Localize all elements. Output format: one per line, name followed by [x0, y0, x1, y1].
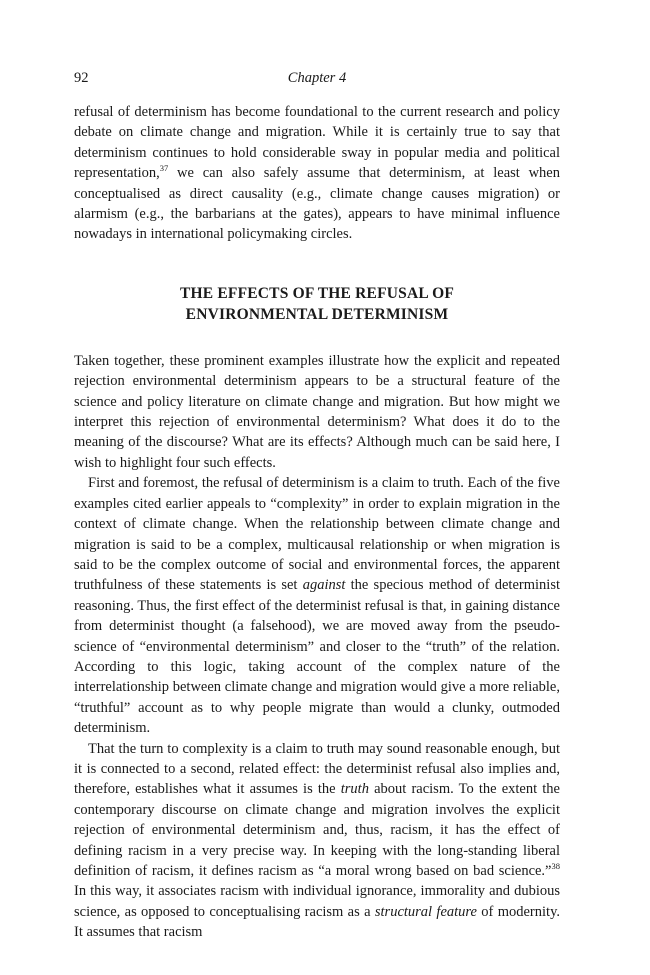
paragraph-first-effect — [74, 473, 560, 738]
page-number: 92 — [74, 70, 89, 86]
emphasis-text: against — [302, 577, 346, 594]
paragraph-text: refusal of determinism has become foundational to the current research and policy debate on climate change and migration. While it is certainly true to say that determinism continues to hold considerable sway in popular media and political representation, — [74, 104, 560, 182]
paragraph-text: the specious method of determinist reasoning. Thus, the first effect of the determinist refusal is that, in gaining distance from determinist thought (a falsehood), we are moved away from the pseudo-science of “environmental determinism” and closer to the “truth” of the relation. According to this logic, taking account of the complex nature of the interrelationship between climate change and migration would give a more reliable, “truthful” account as to why people migrate than would a clunky, outmoded determinism. — [74, 577, 560, 737]
body-text-top — [74, 102, 560, 245]
section-heading — [74, 283, 560, 325]
footnote-marker: 37 — [159, 163, 169, 174]
paragraph-taken-together: Taken together, these prominent examples illustrate how the explicit and repeated rejection environmental determinism appears to be a structural feature of the science and policy literature on climate change and migration. But how might we interpret this rejection of environmental determinism? What does it do to the meaning of the discourse? What are its effects? Although much can be said here, I wish to highlight four such effects. — [74, 352, 560, 471]
paragraph-determinism-refusal — [74, 102, 560, 245]
paragraph-second-effect — [74, 739, 560, 943]
paragraph-text: That the turn to complexity is a claim to truth may sound reasonable enough, but it is connected to a second, related effect: the determinist refusal also implies and, therefore, establishes what it assumes is the — [74, 740, 560, 798]
running-head — [74, 68, 560, 88]
paragraph-text: In this way, it associates racism with individual ignorance, immorality and dubious science, as opposed to conceptualising racism as a — [74, 883, 560, 920]
paragraph-text: of modernity. It assumes that racism — [74, 903, 560, 941]
section-heading-line-2: ENVIRONMENTAL DETERMINISM — [185, 305, 449, 323]
paragraph-text: we can also safely assume that determinism, at least when conceptualised as direct causality (e.g., climate change causes migration) or alarmism (e.g., the barbarians at the gates), appears to have minimal influence nowadays in international policymaking circles. — [74, 165, 560, 243]
emphasis-text: truth — [340, 781, 369, 798]
paragraph-text: First and foremost, the refusal of determinism is a claim to truth. Each of the five examples cited earlier appeals to “complexity” in order to explain migration in the context of climate change. When the relationship between climate change and migration is said to be a complex, multicausal relationship or when migration is said to be the complex outcome of social and environmental forces, the apparent truthfulness of these statements is set — [74, 475, 560, 594]
footnote-marker: 38 — [551, 861, 560, 872]
body-text-section — [74, 351, 560, 943]
book-page — [74, 68, 560, 943]
chapter-title: Chapter 4 — [287, 70, 347, 86]
paragraph-text: about racism. To the extent the contemporary discourse on climate change and migration involves the explicit rejection of environmental determinism and, thus, racism, it has the effect of defining racism in a very precise way. In keeping with the long-standing liberal definition of racism, it defines racism as “a moral wrong based on bad science.” — [74, 781, 560, 879]
section-heading-line-1: THE EFFECTS OF THE REFUSAL OF — [179, 284, 455, 302]
emphasis-text: structural feature — [374, 903, 477, 920]
